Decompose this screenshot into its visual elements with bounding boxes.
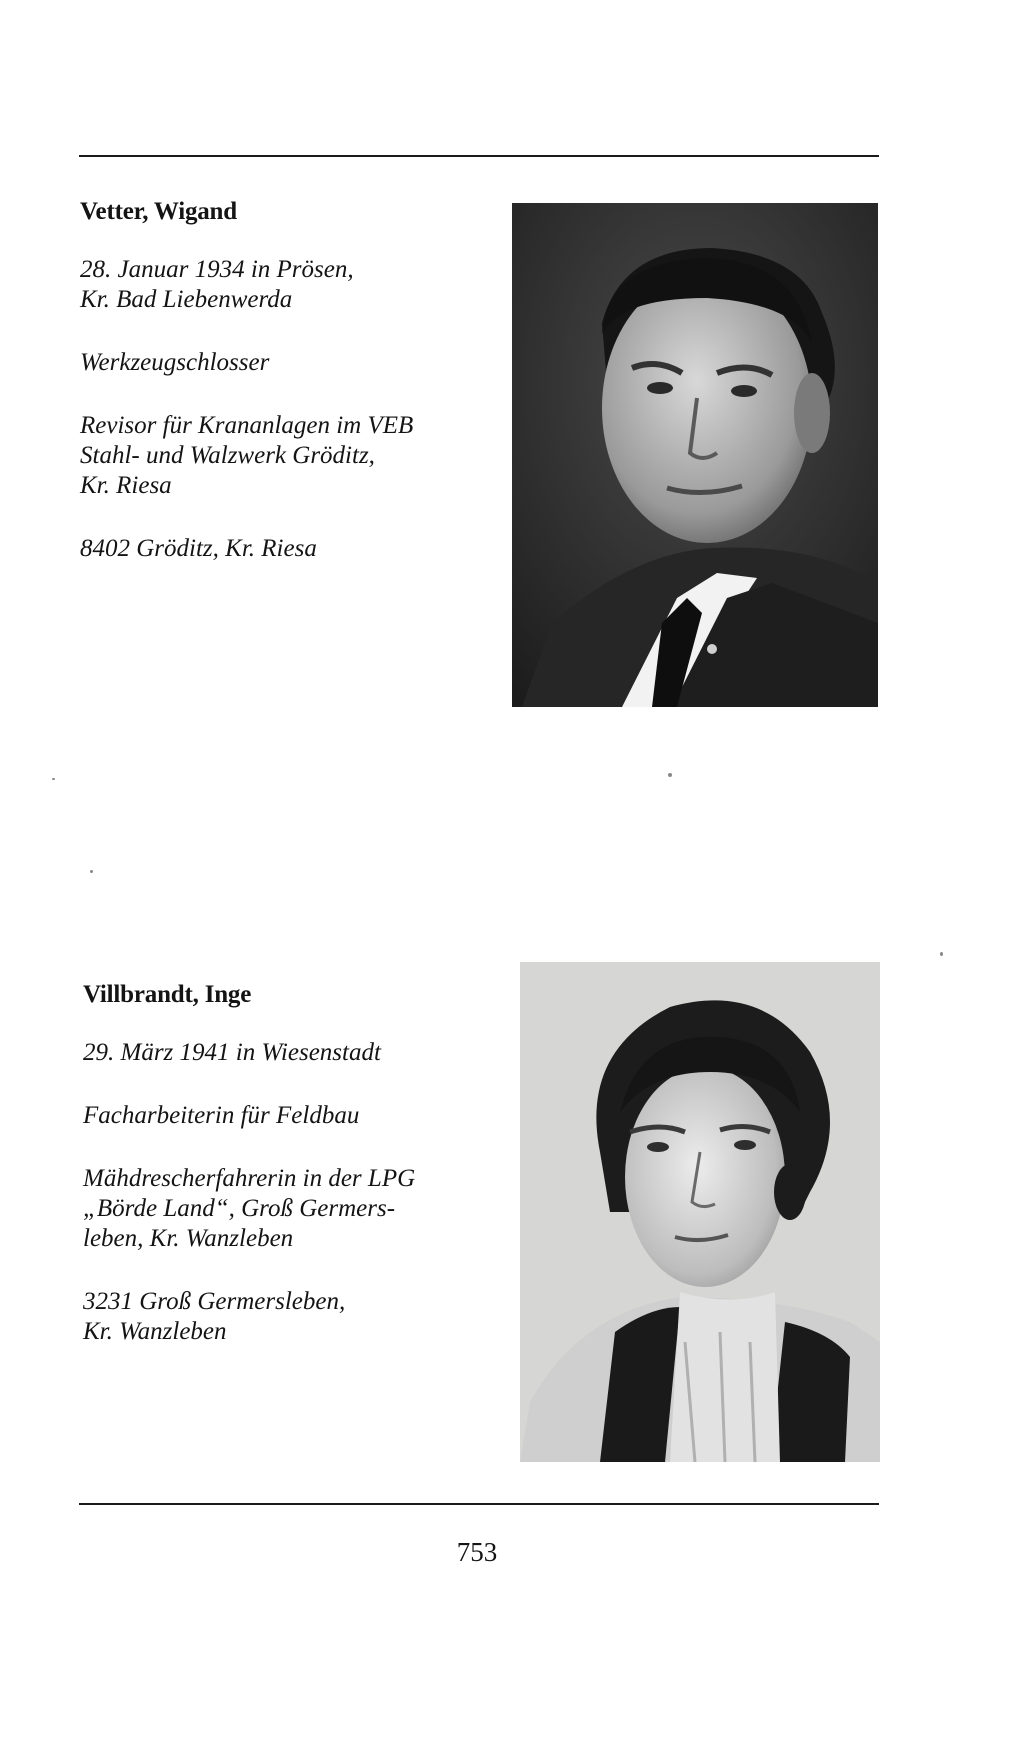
entry-name: Vetter, Wigand xyxy=(80,198,237,225)
page-number: 753 xyxy=(456,1537,498,1567)
position xyxy=(80,411,480,501)
address-line: 3231 Groß Germersleben, xyxy=(83,1288,346,1315)
position xyxy=(83,1164,483,1254)
entry-villbrandt xyxy=(83,980,483,1380)
speck xyxy=(52,778,55,780)
entry-name: Villbrandt, Inge xyxy=(83,981,252,1008)
bottom-rule xyxy=(79,1503,879,1505)
position-line: Mähdrescherfahrerin in der LPG xyxy=(83,1165,416,1192)
speck xyxy=(940,952,943,956)
birth-line: 28. Januar 1934 in Prösen, xyxy=(80,256,354,283)
profession-line: Facharbeiterin für Feldbau xyxy=(83,1102,360,1129)
profession xyxy=(83,1101,483,1131)
profession-line: Werkzeugschlosser xyxy=(80,349,270,376)
speck xyxy=(668,773,672,777)
birth-line: 29. März 1941 in Wiesenstadt xyxy=(83,1039,381,1066)
birth-line: Kr. Bad Liebenwerda xyxy=(80,286,293,313)
position-line: Kr. Riesa xyxy=(80,472,172,499)
top-rule xyxy=(79,155,879,157)
portrait-man-image xyxy=(512,203,878,707)
birth-info xyxy=(83,1038,483,1068)
portrait-photo-woman xyxy=(520,962,880,1462)
address-line: Kr. Wanzleben xyxy=(83,1318,227,1345)
speck xyxy=(90,870,93,873)
address-line: 8402 Gröditz, Kr. Riesa xyxy=(80,535,317,562)
profession xyxy=(80,348,480,378)
birth-info xyxy=(80,255,480,315)
position-line: Stahl- und Walzwerk Gröditz, xyxy=(80,442,375,469)
entry-vetter xyxy=(80,197,480,597)
portrait-woman-image xyxy=(520,962,880,1462)
position-line: „Börde Land“, Groß Germers- xyxy=(83,1195,396,1222)
address xyxy=(83,1287,483,1347)
position-line: leben, Kr. Wanzleben xyxy=(83,1225,294,1252)
address xyxy=(80,534,480,564)
position-line: Revisor für Krananlagen im VEB xyxy=(80,412,414,439)
portrait-photo-man xyxy=(512,203,878,707)
